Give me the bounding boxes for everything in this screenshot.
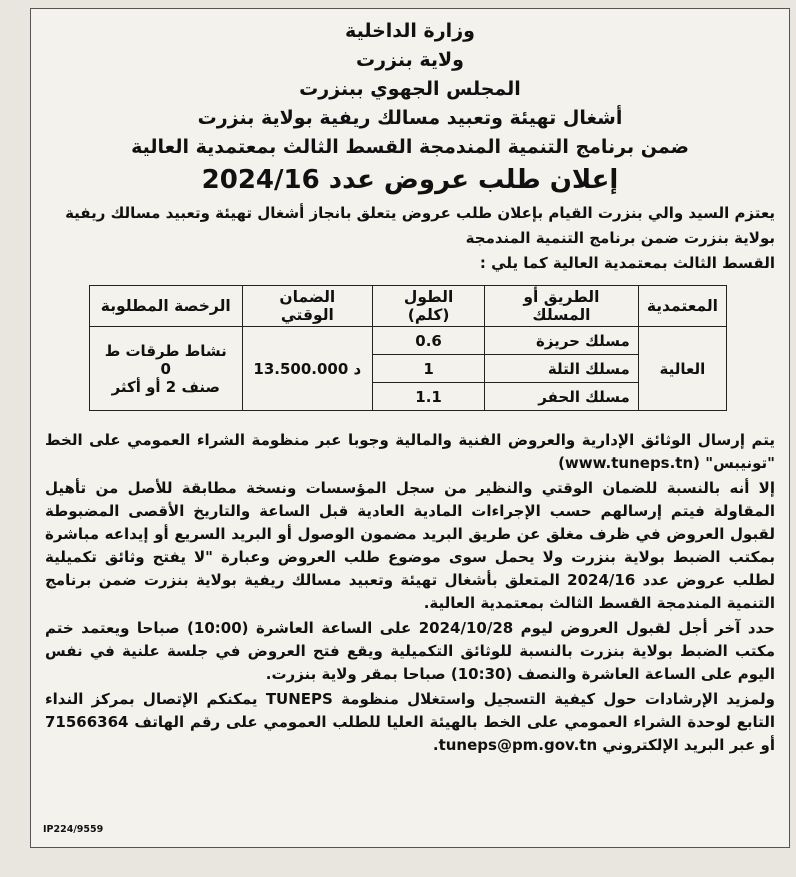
table-row <box>90 327 727 355</box>
submission-text: يتم إرسال الوثائق الإدارية والعروض الفنية والمالية وجوبا عبر منظومة الشراء العمومي على الخط "تونيبس" <box>45 431 775 472</box>
program-title: ضمن برنامج التنمية المندمجة القسط الثالث بمعتمدية العالية <box>131 136 689 158</box>
ministry-title: وزارة الداخلية <box>345 20 475 42</box>
guarantee-paragraph: إلا أنه بالنسبة للضمان الوقتي والنظير من سجل المؤسسات ونسخة مطابقة للأصل من تأهيل المقاولة فيتم إرسالهم حسب الإجراءات المادية العادية قبل الساعة والتاريخ الأقصى المضبوطة لقبول العروض في ظرف مغلق عن طريق البريد مضمون الوصول أو البريد السريع أو إيداعه مباشرة بمكتب الضبط بولاية بنزرت ولا يحمل سوى موضوع طلب العروض وعبارة "لا يفتح وثائق تكميلية لطلب عروض عدد 2024/16 المتعلق بأشغال تهيئة وتعبيد مسالك ريفية بولاية بنزرت ضمن برنامج التنمية المندمجة القسط الثالث بمعتمدية العالية. <box>45 479 775 612</box>
intro-line-2: بولاية بنزرت ضمن برنامج التنمية المندمجة <box>465 229 775 247</box>
deadline-paragraph: حدد آخر أجل لقبول العروض ليوم 2024/10/28 على الساعة العاشرة (10:00) صباحا ويعتمد ختم مكتب الضبط بولاية بنزرت بالنسبة للوثائق التكميلية ويقع فتح العروض في جلسة علنية في نفس اليوم على الساعة العاشرة والنصف (10:30) صباحا بمقر ولاية بنزرت. <box>45 619 775 683</box>
col-length: الطول (كلم) <box>373 286 485 327</box>
tender-notice <box>30 8 790 848</box>
col-license: الرخصة المطلوبة <box>90 286 243 327</box>
license-line-2: صنف 2 أو أكثر <box>111 377 220 396</box>
tuneps-link[interactable]: (www.tuneps.tn) <box>558 454 701 472</box>
notice-body <box>45 429 775 757</box>
roads-table <box>89 285 727 411</box>
cell-delegation: العالية <box>638 327 726 411</box>
col-guarantee: الضمان الوقتي <box>242 286 373 327</box>
tender-title: إعلان طلب عروض عدد 2024/16 <box>201 165 619 195</box>
cell-road: مسلك حريزة <box>485 327 639 355</box>
cell-road: مسلك التلة <box>485 355 639 383</box>
project-title: أشغال تهيئة وتعبيد مسالك ريفية بولاية بنزرت <box>197 107 623 129</box>
col-delegation: المعتمدية <box>638 286 726 327</box>
notice-header <box>31 17 789 198</box>
submission-paragraph <box>45 429 775 475</box>
cell-length: 1 <box>373 355 485 383</box>
guarantee-value: 13.500.000 د <box>253 359 362 378</box>
contact-paragraph: ولمزيد الإرشادات حول كيفية التسجيل واستغلال منظومة TUNEPS يمكنكم الإتصال بمركز النداء التابع لوحدة الشراء العمومي على الخط بالهيئة العليا للطلب العمومي على رقم الهاتف 71566364 أو عبر البريد الإلكتروني tuneps@pm.gov.tn. <box>45 690 775 754</box>
intro-line-1: يعتزم السيد والي بنزرت القيام بإعلان طلب عروض يتعلق بانجاز أشغال تهيئة وتعبيد مسالك ريفية <box>65 204 775 222</box>
cell-length: 0.6 <box>373 327 485 355</box>
cell-license <box>90 327 243 411</box>
council-title: المجلس الجهوي ببنزرت <box>299 78 521 100</box>
cell-length: 1.1 <box>373 383 485 411</box>
cell-road: مسلك الحفر <box>485 383 639 411</box>
cell-guarantee <box>242 327 373 411</box>
intro-text <box>45 202 775 275</box>
table-header-row <box>90 286 727 327</box>
license-line-1: نشاط طرقات ط 0 <box>104 341 227 378</box>
reference-code: IP224/9559 <box>43 824 104 835</box>
intro-line-3: القسط الثالث بمعتمدية العالية كما يلي : <box>479 254 775 272</box>
governorate-title: ولاية بنزرت <box>356 49 464 71</box>
col-road: الطريق أو المسلك <box>485 286 639 327</box>
